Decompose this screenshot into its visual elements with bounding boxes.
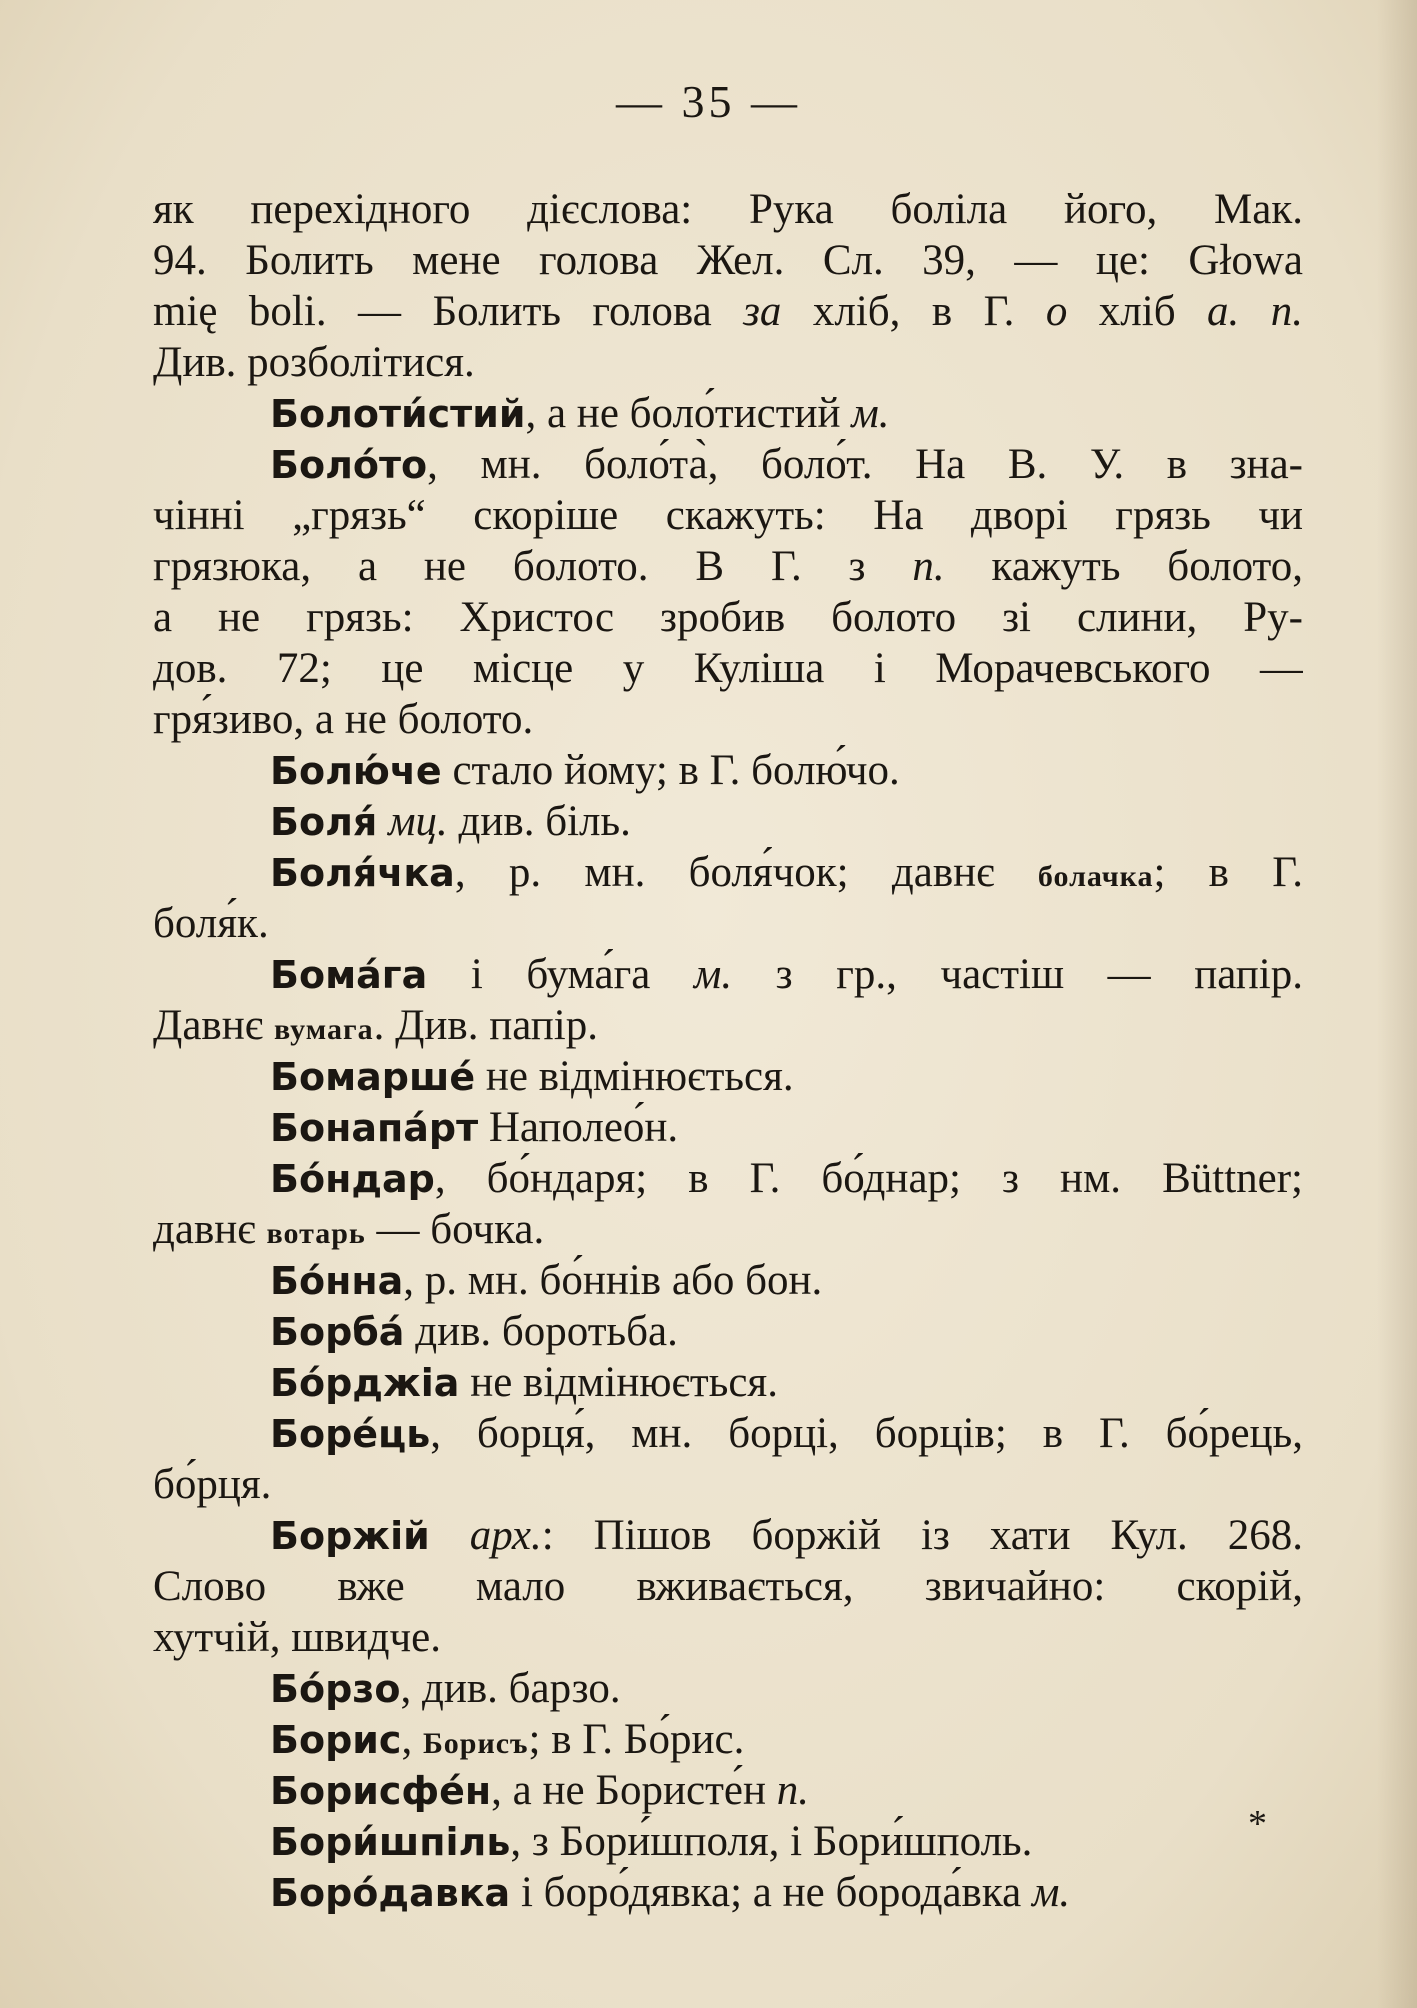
text-segment: хліб	[1067, 288, 1208, 335]
archaic-form: вумага	[273, 1013, 374, 1046]
text-segment: грязюка, а не болото. В Г. з	[153, 543, 913, 590]
text-segment: див. біль.	[447, 798, 631, 845]
entry-borba	[153, 1306, 1303, 1357]
archaic-form: вотарь	[266, 1217, 366, 1250]
text-segment: 94. Болить мене голова Жел. Сл. 39, — це: Głowa	[153, 237, 1303, 284]
headword: Бо́нна	[270, 1259, 404, 1303]
text-line	[153, 286, 1303, 337]
text-segment: Див. розболітися.	[153, 339, 475, 386]
headword: Боло́то	[270, 443, 428, 487]
entry-bomarshe	[153, 1051, 1303, 1102]
text-line	[153, 235, 1303, 286]
text-segment: боля́к.	[153, 900, 269, 947]
italic-abbreviation: м.	[1031, 1869, 1071, 1916]
text-segment: дов. 72; це місце у Куліша і Морачевського —	[153, 645, 1303, 692]
italic-abbreviation: м.	[693, 951, 733, 998]
italic-abbreviation: п.	[776, 1767, 810, 1814]
text-segment: mię boli. — Болить голова	[153, 288, 744, 335]
text-segment: Слово вже мало вживається, звичайно: скорій,	[153, 1563, 1303, 1610]
text-line	[153, 1561, 1303, 1612]
text-segment: , р. мн. бо́ннів або бон.	[403, 1257, 823, 1304]
entry-borodavka	[153, 1867, 1303, 1918]
entry-bonna	[153, 1255, 1303, 1306]
italic-abbreviation: за	[743, 288, 782, 335]
entry-boloto	[153, 439, 1303, 490]
text-segment: , з Бори́шполя, і Бори́шполь.	[510, 1818, 1033, 1865]
text-segment: , а не Бористе́н	[491, 1767, 777, 1814]
entry-borzhii	[153, 1510, 1303, 1561]
entry-bolia	[153, 796, 1303, 847]
text-line	[153, 898, 1303, 949]
text-segment: — бочка.	[365, 1206, 545, 1253]
text-segment	[430, 1512, 470, 1559]
text-line	[153, 184, 1303, 235]
text-line	[153, 1000, 1303, 1051]
italic-abbreviation: о	[1045, 288, 1068, 335]
text-segment: з гр., частіш — папір.	[732, 951, 1303, 998]
text-segment: хутчій, швидче.	[153, 1614, 442, 1661]
text-segment: і боро́дявка; а не борода́вка	[510, 1869, 1032, 1916]
headword: Болоти́стий	[270, 392, 526, 436]
text-segment: не відмінюється.	[459, 1359, 778, 1406]
italic-abbreviation: п.	[912, 543, 945, 590]
italic-abbreviation: а. п.	[1207, 288, 1303, 335]
text-line	[153, 1612, 1303, 1663]
entry-bondar	[153, 1153, 1303, 1204]
headword: Бо́рджіа	[270, 1361, 460, 1405]
text-segment: як перехідного дієслова: Рука боліла його, Мак.	[153, 186, 1303, 233]
text-segment: стало йому; в Г. болю́чо.	[441, 747, 900, 794]
text-segment: , бо́ндаря; в Г. бо́днар; з нм. Büttner;	[434, 1155, 1303, 1202]
text-line	[153, 643, 1303, 694]
headword: Бома́га	[270, 953, 428, 997]
text-line	[153, 592, 1303, 643]
text-segment: давнє	[153, 1206, 267, 1253]
text-segment: , мн. боло́та̀, боло́т. На В. У. в зна-	[427, 441, 1303, 488]
entry-borysfen	[153, 1765, 1303, 1816]
headword: Болю́че	[270, 749, 442, 793]
text-segment: ; в Г.	[1153, 849, 1303, 896]
entry-borzo	[153, 1663, 1303, 1714]
headword: Боре́ць	[270, 1412, 431, 1456]
text-segment: , р. мн. боля́чок; давнє	[454, 849, 1038, 896]
entry-boliuche	[153, 745, 1303, 796]
text-segment: і бума́га	[427, 951, 694, 998]
headword: Боля́	[270, 800, 378, 844]
archaic-form: болачка	[1037, 860, 1154, 893]
entry-borys	[153, 1714, 1303, 1765]
text-segment: кажуть болото,	[944, 543, 1303, 590]
entry-bomaga	[153, 949, 1303, 1000]
headword: Бо́рзо	[270, 1667, 401, 1711]
text-line	[153, 490, 1303, 541]
text-segment: гря́зиво, а не болото.	[153, 696, 534, 743]
text-segment: : Пішов боржій із хати Кул. 268.	[541, 1512, 1303, 1559]
text-line	[153, 337, 1303, 388]
entry-bonapart	[153, 1102, 1303, 1153]
page-number: — 35 —	[616, 76, 801, 127]
headword: Бо́ндар	[270, 1157, 435, 1201]
entry-bordzhia	[153, 1357, 1303, 1408]
text-segment	[377, 798, 388, 845]
entry-boliachka	[153, 847, 1303, 898]
italic-abbreviation: м.	[851, 390, 890, 437]
text-line	[153, 1204, 1303, 1255]
archaic-form: Борисъ	[422, 1727, 529, 1760]
headword: Бонапа́рт	[270, 1106, 479, 1150]
text-line	[153, 541, 1303, 592]
italic-abbreviation: арх.	[469, 1512, 542, 1559]
text-segment: . Див. папір.	[373, 1002, 598, 1049]
headword: Борисфе́н	[270, 1769, 492, 1813]
text-segment: чінні „грязь“ скоріше скажуть: На дворі грязь чи	[153, 492, 1303, 539]
headword: Борис	[270, 1718, 402, 1762]
text-segment: а не грязь: Христос зробив болото зі слини, Ру-	[153, 594, 1303, 641]
text-segment: , а не боло́тистий	[525, 390, 852, 437]
entry-boloty-styi	[153, 388, 1303, 439]
text-segment: бо́рця.	[153, 1461, 272, 1508]
entry-boryshpil	[153, 1816, 1303, 1867]
headword: Боржій	[270, 1514, 430, 1558]
text-segment: ,	[401, 1716, 423, 1763]
text-segment: не відмінюється.	[475, 1053, 794, 1100]
headword: Борба́	[270, 1310, 405, 1354]
text-segment: , див. барзо.	[400, 1665, 621, 1712]
text-segment: див. боротьба.	[404, 1308, 678, 1355]
text-segment: ; в Г. Бо́рис.	[528, 1716, 745, 1763]
text-segment: , борця́, мн. борці, борців; в Г. бо́рець,	[430, 1410, 1303, 1457]
page-edge-shadow	[1377, 0, 1417, 2008]
text-line	[153, 1459, 1303, 1510]
entry-borets	[153, 1408, 1303, 1459]
text-line	[153, 694, 1303, 745]
dictionary-text	[153, 184, 1303, 1918]
text-segment: хліб, в Г.	[781, 288, 1046, 335]
footer-asterisk: *	[1248, 1803, 1267, 1845]
headword: Боля́чка	[270, 851, 455, 895]
headword: Бори́шпіль	[270, 1820, 511, 1864]
text-segment: Наполео́н.	[478, 1104, 679, 1151]
text-segment: Давнє	[153, 1002, 274, 1049]
headword: Боро́давка	[270, 1871, 511, 1915]
headword: Бомарше́	[270, 1055, 476, 1099]
italic-abbreviation: мц.	[388, 798, 448, 845]
